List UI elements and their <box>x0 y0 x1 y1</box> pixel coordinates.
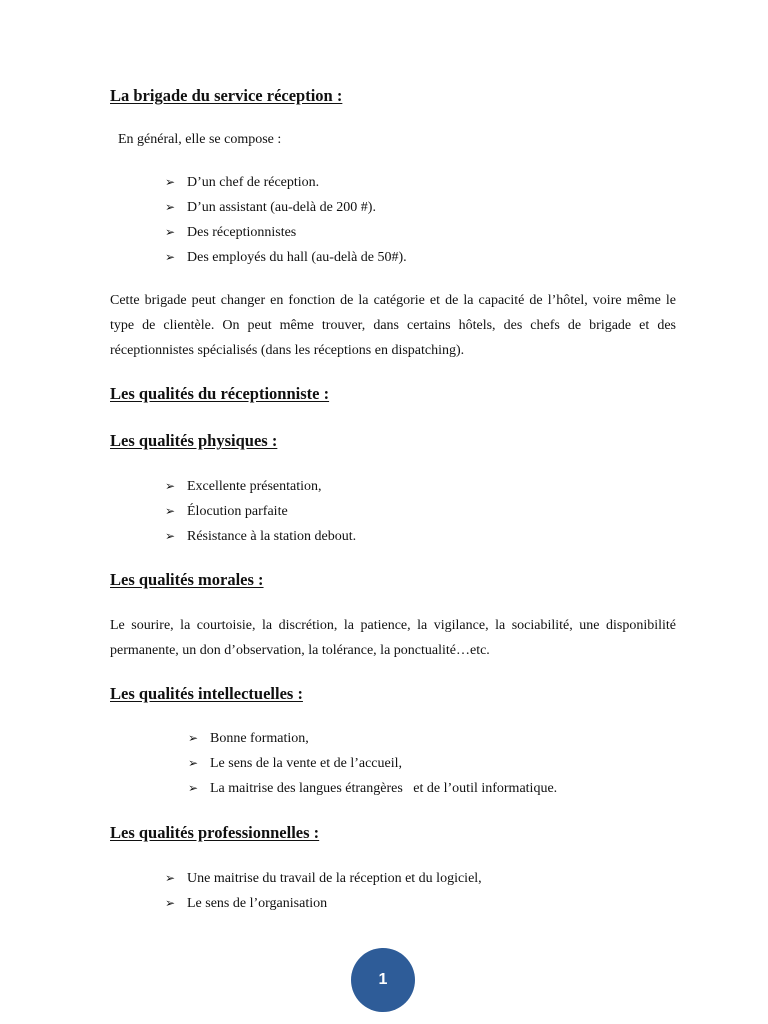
arrow-bullet-icon: ➢ <box>165 200 176 214</box>
arrow-bullet-icon: ➢ <box>165 896 176 910</box>
heading-professionnelles: Les qualités professionnelles : <box>110 823 320 842</box>
arrow-bullet-icon: ➢ <box>188 756 199 770</box>
heading-qualites: Les qualités du réceptionniste : <box>110 384 330 403</box>
list-item: ➢ Des réceptionnistes <box>165 220 407 245</box>
list-item: ➢ D’un assistant (au-delà de 200 #). <box>165 195 407 220</box>
page-number-badge <box>351 948 415 1012</box>
list-item: ➢ Élocution parfaite <box>165 499 356 524</box>
heading-brigade: La brigade du service réception : <box>110 86 343 105</box>
arrow-bullet-icon: ➢ <box>165 529 176 543</box>
physiques-list <box>165 474 356 549</box>
brigade-paragraph: Cette brigade peut changer en fonction de la catégorie et de la capacité de l’hôtel, voire même le type de clientèle. On peut même trouver, dans certains hôtels, des chefs de brigade et des réceptionnistes spécialisés (dans les réceptions en dispatching). <box>110 293 676 358</box>
heading-physiques: Les qualités physiques : <box>110 431 278 450</box>
intellectuelles-list <box>188 726 557 801</box>
heading-morales: Les qualités morales : <box>110 570 264 589</box>
list-item: ➢ Excellente présentation, <box>165 474 356 499</box>
list-item: ➢ La maitrise des langues étrangères et de l’outil informatique. <box>188 776 557 801</box>
arrow-bullet-icon: ➢ <box>165 479 176 493</box>
list-item: ➢ Le sens de l’organisation <box>165 891 482 916</box>
professionnelles-list <box>165 866 482 916</box>
list-item: ➢ Bonne formation, <box>188 726 557 751</box>
list-item: ➢ Le sens de la vente et de l’accueil, <box>188 751 557 776</box>
arrow-bullet-icon: ➢ <box>188 731 199 745</box>
list-item: ➢ D’un chef de réception. <box>165 170 407 195</box>
heading-intellectuelles: Les qualités intellectuelles : <box>110 684 303 703</box>
morales-paragraph: Le sourire, la courtoisie, la discrétion, la patience, la vigilance, la sociabilité, une disponibilité permanente, un don d’observation, la tolérance, la ponctualité…etc. <box>110 618 676 658</box>
arrow-bullet-icon: ➢ <box>165 871 176 885</box>
list-item: ➢ Résistance à la station debout. <box>165 524 356 549</box>
intro-text: En général, elle se compose : <box>118 132 282 147</box>
brigade-list <box>165 170 407 270</box>
arrow-bullet-icon: ➢ <box>188 781 199 795</box>
arrow-bullet-icon: ➢ <box>165 225 176 239</box>
list-item: ➢ Des employés du hall (au-delà de 50#). <box>165 245 407 270</box>
arrow-bullet-icon: ➢ <box>165 175 176 189</box>
arrow-bullet-icon: ➢ <box>165 504 176 518</box>
arrow-bullet-icon: ➢ <box>165 250 176 264</box>
page-number: 1 <box>378 971 388 988</box>
list-item: ➢ Une maitrise du travail de la réception et du logiciel, <box>165 866 482 891</box>
